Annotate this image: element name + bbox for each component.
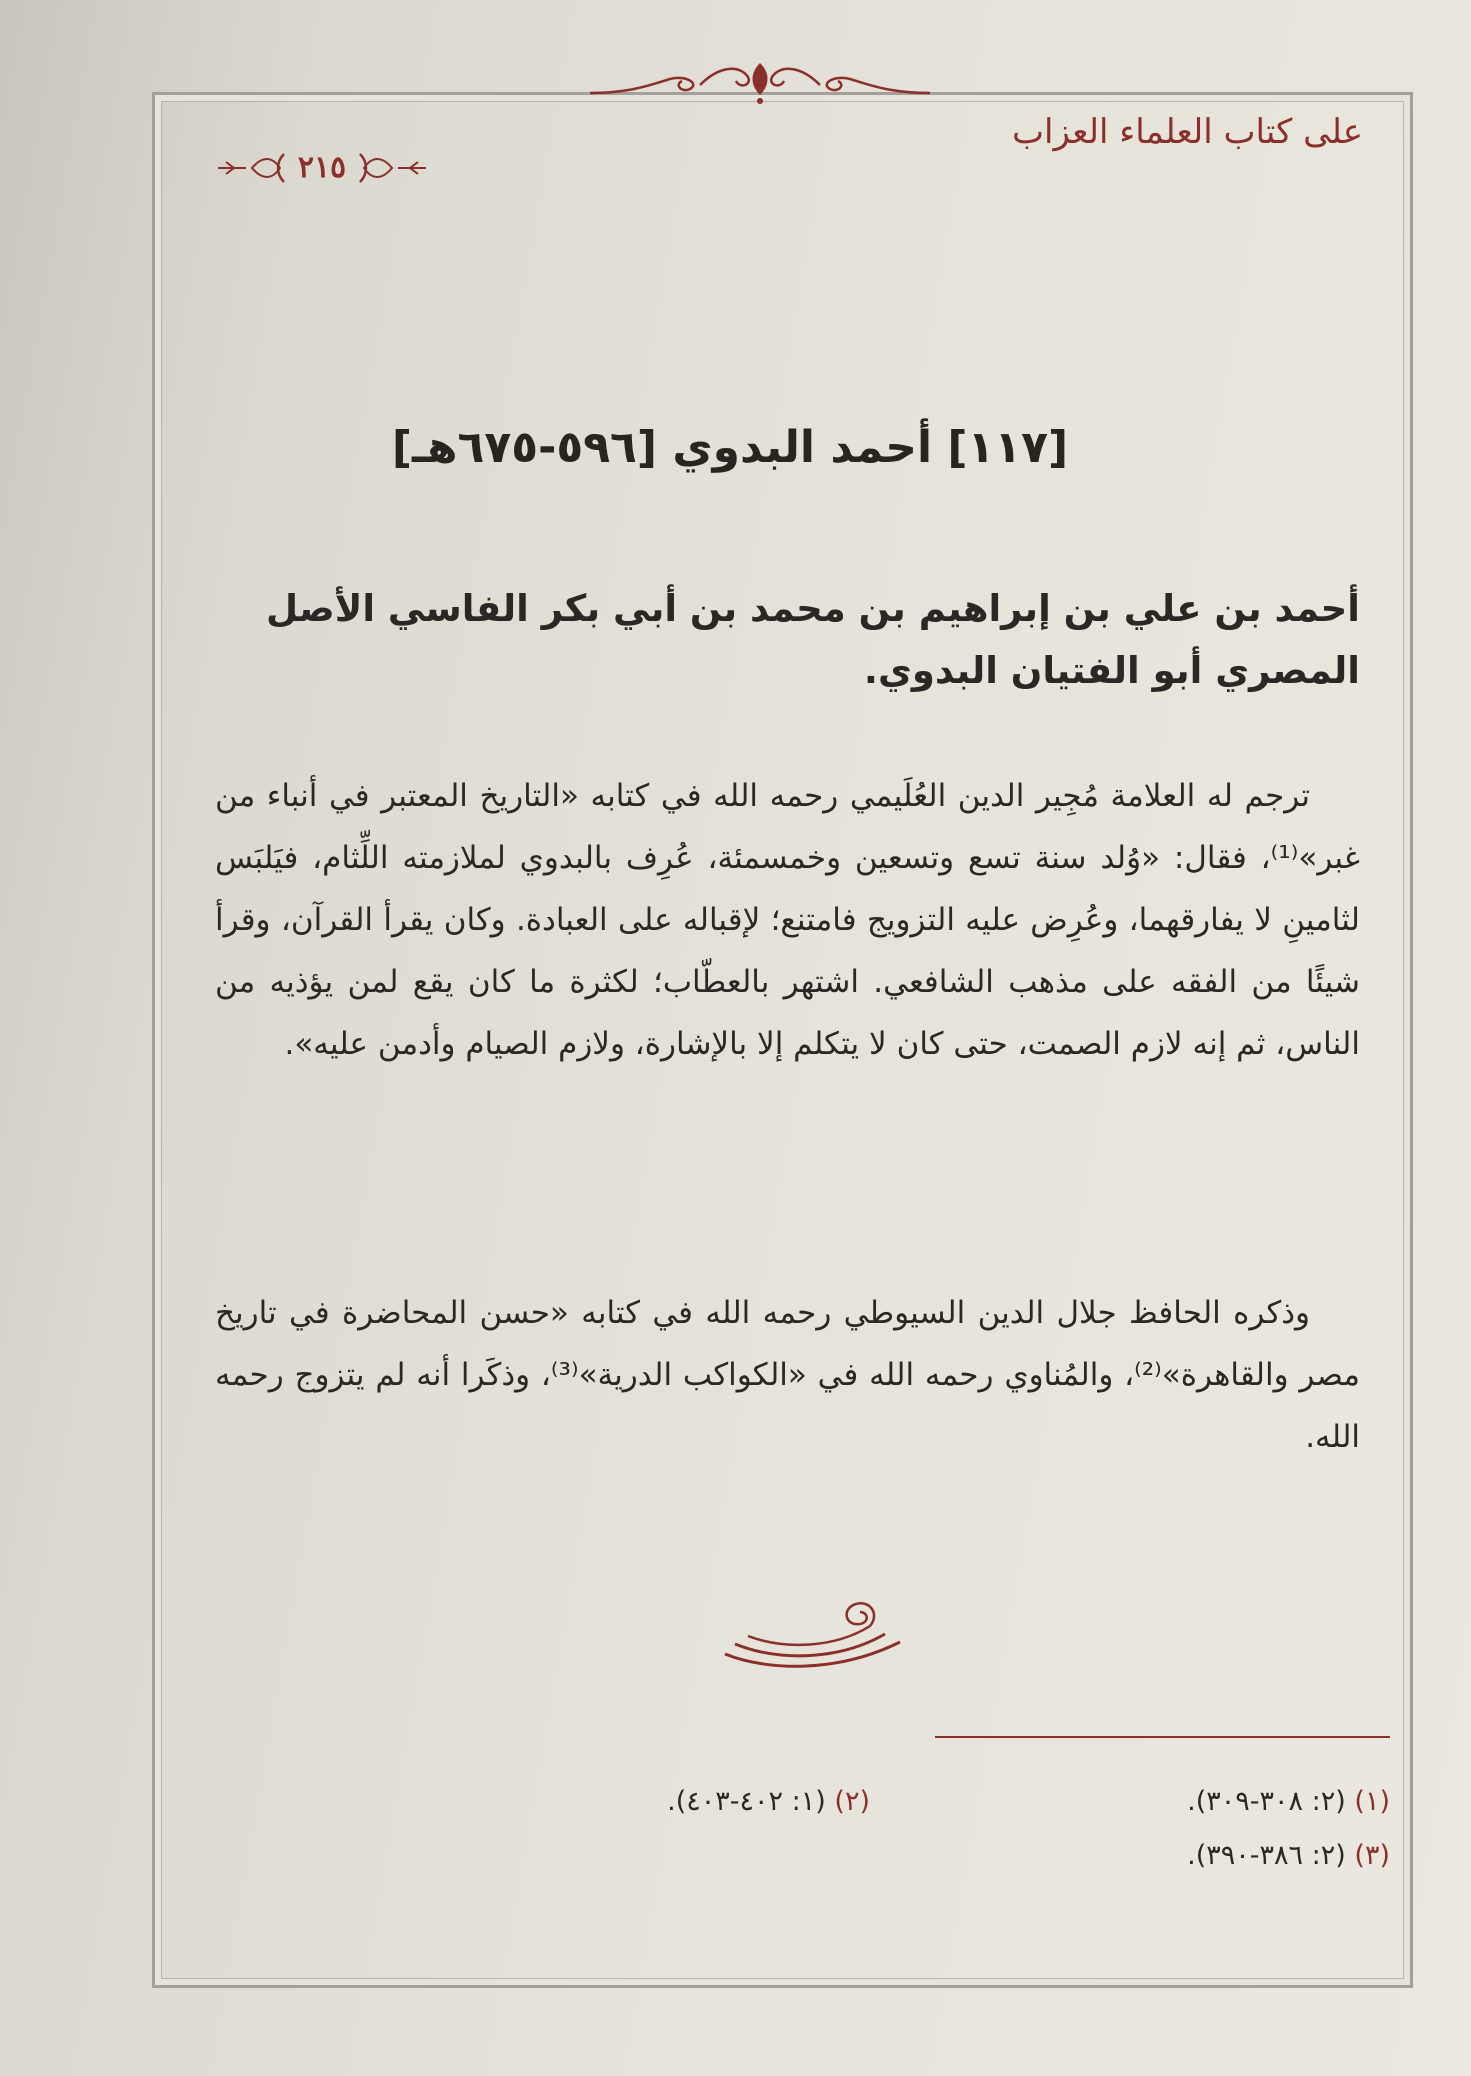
- footnote-3-text: (٢: ٣٨٦-٣٩٠).: [1187, 1840, 1346, 1871]
- footnote-1-number: (١): [1354, 1786, 1390, 1817]
- footnotes: [215, 1775, 1390, 1895]
- paragraph-1-text: ترجم له العلامة مُجِير الدين العُلَيمي رحمه الله في كتابه «التاريخ المعتبر في أنباء من غبر»⁽¹⁾، فقال: «وُلد سنة تسع وتسعين وخمسمئة، عُرِف بالبدوي لملازمته اللِّثام، فيَلبَس لثامينِ لا يفارقهما، وعُرِض عليه التزويج فامتنع؛ لإقباله على العبادة. وكان يقرأ القرآن، وقرأ شيئًا من الفقه على مذهب الشافعي. اشتهر بالعطّاب؛ لكثرة ما كان يقع لمن يؤذيه من الناس، ثم إنه لازم الصمت، حتى كان لا يتكلم إلا بالإشارة، ولازم الصيام وأدمن عليه».: [215, 778, 1360, 1062]
- end-ornament-icon: [720, 1592, 910, 1677]
- biography-paragraph-2: [215, 1282, 1360, 1468]
- entry-title: [١١٧] أحمد البدوي [٥٩٦-٦٧٥هـ]: [391, 422, 1069, 473]
- entry-full-name: أحمد بن علي بن إبراهيم بن محمد بن أبي بكر الفاسي الأصل المصري أبو الفتيان البدوي.: [266, 587, 1360, 692]
- footnote-divider: [935, 1736, 1390, 1738]
- footnote-2-text: (١: ٤٠٢-٤٠٣).: [667, 1786, 826, 1817]
- footnote-3: [1187, 1829, 1390, 1883]
- page-number: ٢١٥: [297, 150, 347, 185]
- footnote-2-number: (٢): [834, 1786, 870, 1817]
- footnote-1: [1187, 1775, 1390, 1829]
- biography-paragraph-1: [215, 765, 1360, 1075]
- page-number-ornament: [216, 148, 428, 192]
- book-title: على كتاب العلماء العزاب: [1011, 112, 1363, 152]
- footnote-1-text: (٢: ٣٠٨-٣٠٩).: [1187, 1786, 1346, 1817]
- footnote-3-number: (٣): [1354, 1840, 1390, 1871]
- footnote-2: [667, 1775, 870, 1829]
- top-ornament-icon: [590, 55, 930, 105]
- paragraph-2-text: وذكره الحافظ جلال الدين السيوطي رحمه الله في كتابه «حسن المحاضرة في تاريخ مصر والقاهرة»⁽²⁾، والمُناوي رحمه الله في «الكواكب الدرية»⁽³⁾، وذكَرا أنه لم يتزوج رحمه الله.: [215, 1295, 1360, 1455]
